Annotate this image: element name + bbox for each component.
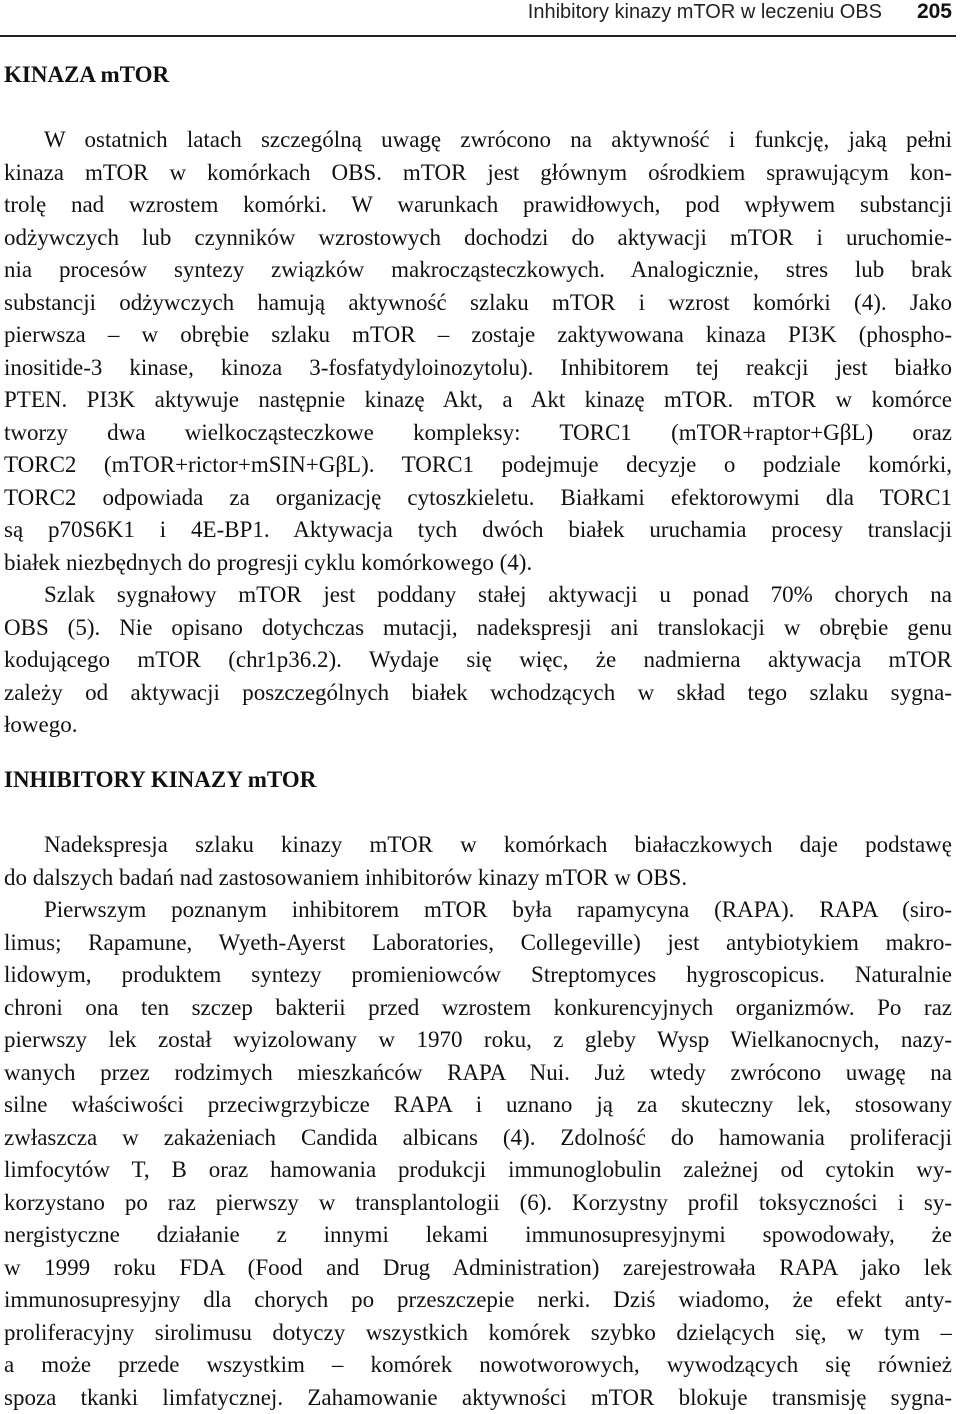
text-line: limus; Rapamune, Wyeth-Ayerst Laboratories, Collegeville) jest antybiotykiem makro- (4, 927, 952, 960)
section-heading-kinaza-mtor: KINAZA mTOR (4, 61, 169, 89)
text-line: kodującego mTOR (chr1p36.2). Wydaje się więc, że nadmierna aktywacja mTOR (4, 644, 952, 677)
header-rule (0, 35, 956, 37)
text-line: odżywczych lub czynników wzrostowych dochodzi do aktywacji mTOR i uruchomie- (4, 222, 952, 255)
text-line: PTEN. PI3K aktywuje następnie kinazę Akt, a Akt kinazę mTOR. mTOR w komórce (4, 384, 952, 417)
text-line: inositide-3 kinase, kinoza 3-fosfatydyloinozytolu). Inhibitorem tej reakcji jest białko (4, 352, 952, 385)
text-line: immunosupresyjny dla chorych po przeszczepie nerki. Dziś wiadomo, że efekt anty- (4, 1284, 952, 1317)
text-line: W ostatnich latach szczególną uwagę zwrócono na aktywność i funkcję, jaką pełni (4, 124, 952, 157)
text-line: do dalszych badań nad zastosowaniem inhibitorów kinazy mTOR w OBS. (4, 862, 952, 895)
text-line: są p70S6K1 i 4E-BP1. Aktywacja tych dwóch białek uruchamia procesy translacji (4, 514, 952, 547)
text-line: wanych przez rodzimych mieszkańców RAPA Nui. Już wtedy zwrócono uwagę na (4, 1057, 952, 1090)
text-line: substancji odżywczych hamują aktywność szlaku mTOR i wzrost komórki (4). Jako (4, 287, 952, 320)
text-line: zwłaszcza w zakażeniach Candida albicans (4). Zdolność do hamowania proliferacji (4, 1122, 952, 1155)
text-line: zależy od aktywacji poszczególnych białek wchodzących w skład tego szlaku sygna- (4, 677, 952, 710)
text-line: łowego. (4, 709, 952, 742)
text-line: pierwsza – w obrębie szlaku mTOR – zostaje zaktywowana kinaza PI3K (phospho- (4, 319, 952, 352)
running-header (0, 0, 960, 38)
section-body-inhibitory-kinazy-mtor (4, 829, 952, 1414)
section-heading-inhibitory-kinazy-mtor: INHIBITORY KINAZY mTOR (4, 766, 316, 794)
text-line: chroni ona ten szczep bakterii przed wzrostem konkurencyjnych organizmów. Po raz (4, 992, 952, 1025)
page-number: 205 (917, 0, 952, 24)
text-line: białek niezbędnych do progresji cyklu komórkowego (4). (4, 547, 952, 580)
text-line: limfocytów T, B oraz hamowania produkcji immunoglobulin zależnej od cytokin wy- (4, 1154, 952, 1187)
text-line: tworzy dwa wielkocząsteczkowe kompleksy: TORC1 (mTOR+raptor+GβL) oraz (4, 417, 952, 450)
text-line: lidowym, produktem syntezy promieniowców Streptomyces hygroscopicus. Naturalnie (4, 959, 952, 992)
text-line: Nadekspresja szlaku kinazy mTOR w komórkach białaczkowych daje podstawę (4, 829, 952, 862)
text-line: spoza tkanki limfatycznej. Zahamowanie aktywności mTOR blokuje transmisję sygna- (4, 1382, 952, 1414)
text-line: Szlak sygnałowy mTOR jest poddany stałej aktywacji u ponad 70% chorych na (4, 579, 952, 612)
text-line: proliferacyjny sirolimusu dotyczy wszystkich komórek szybko dzielących się, w tym – (4, 1317, 952, 1350)
text-line: Pierwszym poznanym inhibitorem mTOR była rapamycyna (RAPA). RAPA (siro- (4, 894, 952, 927)
text-line: silne właściwości przeciwgrzybicze RAPA i uznano ją za skuteczny lek, stosowany (4, 1089, 952, 1122)
section-body-kinaza-mtor (4, 124, 952, 742)
text-line: nia procesów syntezy związków makrocząsteczkowych. Analogicznie, stres lub brak (4, 254, 952, 287)
text-line: korzystano po raz pierwszy w transplantologii (6). Korzystny profil toksyczności i sy- (4, 1187, 952, 1220)
text-line: trolę nad wzrostem komórki. W warunkach prawidłowych, pod wpływem substancji (4, 189, 952, 222)
text-line: TORC2 odpowiada za organizację cytoszkieletu. Białkami efektorowymi dla TORC1 (4, 482, 952, 515)
text-line: TORC2 (mTOR+rictor+mSIN+GβL). TORC1 podejmuje decyzje o podziale komórki, (4, 449, 952, 482)
text-line: nergistyczne działanie z innymi lekami immunosupresyjnymi spowodowały, że (4, 1219, 952, 1252)
running-header-title: Inhibitory kinazy mTOR w leczeniu OBS (528, 0, 882, 24)
text-line: pierwszy lek został wyizolowany w 1970 roku, z gleby Wysp Wielkanocnych, nazy- (4, 1024, 952, 1057)
text-line: kinaza mTOR w komórkach OBS. mTOR jest głównym ośrodkiem sprawującym kon- (4, 157, 952, 190)
text-line: OBS (5). Nie opisano dotychczas mutacji, nadekspresji ani translokacji w obrębie genu (4, 612, 952, 645)
text-line: a może przede wszystkim – komórek nowotworowych, wywodzących się również (4, 1349, 952, 1382)
text-line: w 1999 roku FDA (Food and Drug Administration) zarejestrowała RAPA jako lek (4, 1252, 952, 1285)
